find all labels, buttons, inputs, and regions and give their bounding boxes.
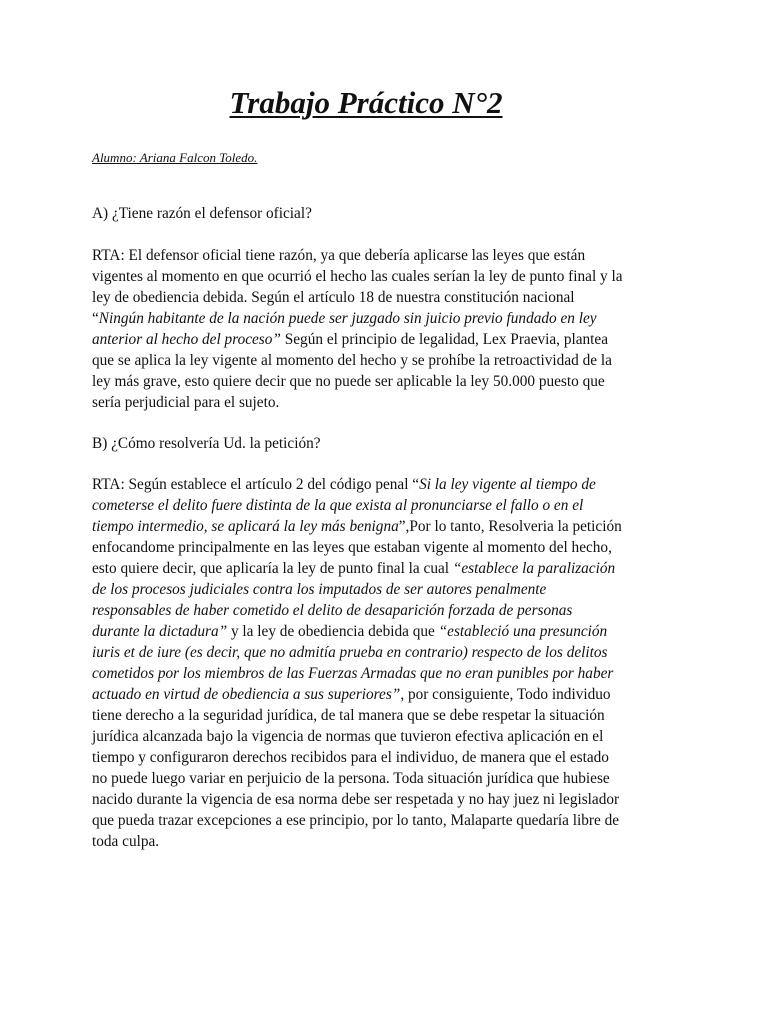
text-line	[92, 287, 680, 308]
text-line	[92, 558, 680, 579]
plain-text: tiene derecho a la seguridad jurídica, de tal manera que se debe respetar la situación	[92, 707, 605, 724]
quoted-text: actuado en virtud de obediencia a sus superiores”	[92, 686, 401, 703]
question-b: B) ¿Cómo resolvería Ud. la petición?	[92, 435, 321, 452]
text-line	[92, 516, 680, 537]
text-line	[92, 245, 680, 266]
answer-b	[92, 474, 680, 852]
quoted-text: anterior al hecho del proceso”	[92, 331, 281, 348]
text-line	[92, 642, 680, 663]
text-line	[92, 831, 680, 852]
text-line	[92, 810, 680, 831]
quoted-text: “establece la paralización	[452, 560, 616, 577]
text-line	[92, 663, 680, 684]
text-line	[92, 329, 680, 350]
plain-text: ley de obediencia debida. Según el artículo 18 de nuestra constitución nacional	[92, 289, 575, 306]
plain-text: RTA: El defensor oficial tiene razón, ya que debería aplicarse las leyes que están	[92, 247, 586, 264]
text-line	[92, 474, 680, 495]
plain-text: tiempo y configuraron derechos recibidos para el individuo, de manera que el estado	[92, 749, 609, 766]
answer-a	[92, 245, 680, 413]
plain-text: no puede luego variar en perjuicio de la persona. Toda situación jurídica que hubiese	[92, 770, 610, 787]
text-line	[92, 600, 680, 621]
text-line	[92, 537, 680, 558]
text-line	[92, 392, 680, 413]
text-line	[92, 789, 680, 810]
quoted-text: de los procesos judiciales contra los imputados de ser autores penalmente	[92, 581, 547, 598]
plain-text: ”,Por lo tanto, Resolveria la petición	[398, 518, 622, 535]
quoted-text: iuris et de iure (es decir, que no admitía prueba en contrario) respecto de los delitos	[92, 644, 608, 661]
plain-text: enfocandome principalmente en las leyes que estaban vigente al momento del hecho,	[92, 539, 612, 556]
text-line	[92, 308, 680, 329]
plain-text: que pueda trazar excepciones a ese principio, por lo tanto, Malaparte quedaría libre de	[92, 812, 620, 829]
quoted-text: responsables de haber cometido el delito de desaparición forzada de personas	[92, 602, 573, 619]
text-line	[92, 266, 680, 287]
text-line	[92, 747, 680, 768]
text-line	[92, 684, 680, 705]
plain-text: que se aplica la ley vigente al momento del hecho y se prohíbe la retroactividad de la	[92, 352, 612, 369]
text-line	[92, 621, 680, 642]
plain-text: y la ley de obediencia debida que	[227, 623, 439, 640]
plain-text: jurídica alcanzada bajo la vigencia de normas que tuvieron efectiva aplicación en el	[92, 728, 604, 745]
text-line	[92, 350, 680, 371]
student-name: Alumno: Ariana Falcon Toledo.	[92, 150, 258, 165]
question-a: A) ¿Tiene razón el defensor oficial?	[92, 205, 312, 222]
plain-text: toda culpa.	[92, 833, 160, 850]
plain-text: esto quiere decir, que aplicaría la ley de punto final la cual	[92, 560, 453, 577]
text-line	[92, 768, 680, 789]
quoted-text: cometidos por los miembros de las Fuerzas Armadas que no eran punibles por haber	[92, 665, 614, 682]
text-line	[92, 705, 680, 726]
quoted-text: Ningún habitante de la nación puede ser juzgado sin juicio previo fundado en ley	[98, 310, 597, 327]
text-line	[92, 579, 680, 600]
plain-text: RTA: Según establece el artículo 2 del código penal “	[92, 476, 420, 493]
text-line	[92, 495, 680, 516]
quoted-text: cometerse el delito fuere distinta de la que exista al pronunciarse el fallo o en el	[92, 497, 584, 514]
quoted-text: tiempo intermedio, se aplicará la ley más benigna	[92, 518, 399, 535]
plain-text: vigentes al momento en que ocurrió el hecho las cuales serían la ley de punto final y la	[92, 268, 623, 285]
text-line	[92, 371, 680, 392]
plain-text: “	[92, 310, 99, 327]
quoted-text: “estableció una presunción	[438, 623, 608, 640]
plain-text: , por consiguiente, Todo individuo	[400, 686, 611, 703]
plain-text: sería perjudicial para el sujeto.	[92, 394, 280, 411]
plain-text: nacido durante la vigencia de esa norma debe ser respetada y no hay juez ni legislador	[92, 791, 620, 808]
quoted-text: Si la ley vigente al tiempo de	[419, 476, 596, 493]
text-line	[92, 726, 680, 747]
plain-text: Según el principio de legalidad, Lex Praevia, plantea	[280, 331, 608, 348]
plain-text: ley más grave, esto quiere decir que no puede ser aplicable la ley 50.000 puesto que	[92, 373, 605, 390]
document-title: Trabajo Práctico N°2	[229, 85, 503, 120]
quoted-text: durante la dictadura”	[92, 623, 228, 640]
